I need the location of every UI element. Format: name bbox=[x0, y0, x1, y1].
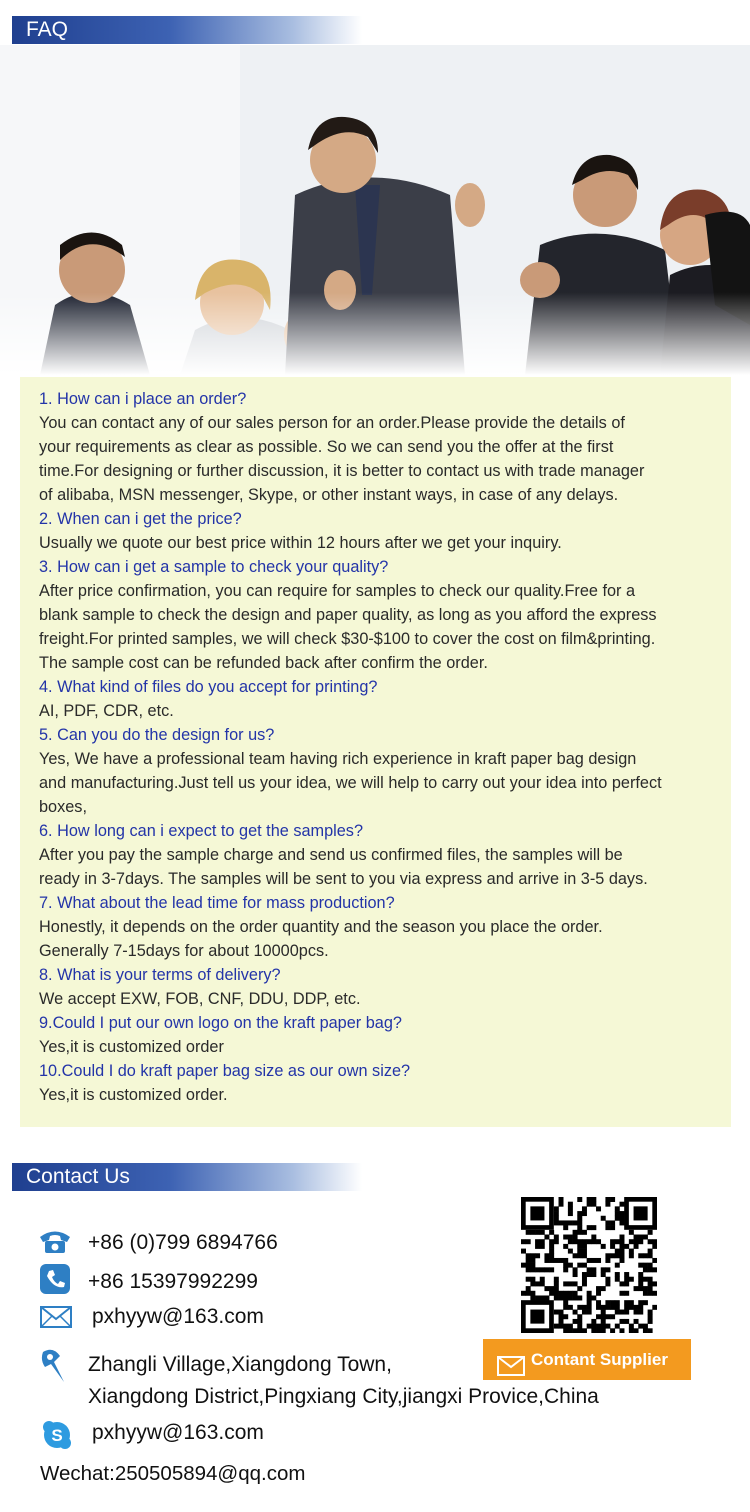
qr-code bbox=[521, 1197, 657, 1333]
faq-question: 1. How can i place an order? bbox=[39, 390, 247, 408]
faq-answer-line: ready in 3-7days. The samples will be sent to you via express and arrive in 3-5 days. bbox=[39, 870, 648, 888]
faq-answer-line: Yes, We have a professional team having rich experience in kraft paper bag design bbox=[39, 750, 637, 768]
faq-answer-line: The sample cost can be refunded back after confirm the order. bbox=[39, 654, 488, 672]
contact-supplier-button[interactable] bbox=[483, 1339, 691, 1380]
faq-title: FAQ bbox=[26, 18, 69, 41]
skype-icon bbox=[42, 1420, 72, 1455]
faq-answer-line: of alibaba, MSN messenger, Skype, or other instant ways, in case of any delays. bbox=[39, 486, 619, 504]
address-line-2: Xiangdong District,Pingxiang City,jiangxi Provice,China bbox=[88, 1385, 599, 1408]
faq-answer-line: After you pay the sample charge and send us confirmed files, the samples will be bbox=[39, 846, 623, 864]
email-address[interactable]: pxhyyw@163.com bbox=[92, 1305, 264, 1328]
faq-answer-line: freight.For printed samples, we will check $30-$100 to cover the cost on film&printing. bbox=[39, 630, 656, 648]
faq-answer-line: You can contact any of our sales person for an order.Please provide the details of bbox=[39, 414, 625, 432]
faq-answer-line: After price confirmation, you can require for samples to check our quality.Free for a bbox=[39, 582, 636, 600]
phone-number: +86 (0)799 6894766 bbox=[88, 1231, 278, 1254]
faq-section-header bbox=[12, 16, 362, 44]
envelope-icon bbox=[40, 1306, 72, 1333]
envelope-icon bbox=[497, 1350, 525, 1391]
faq-answer-line: Generally 7-15days for about 10000pcs. bbox=[39, 942, 329, 960]
faq-question: 9.Could I put our own logo on the kraft paper bag? bbox=[39, 1014, 402, 1032]
telephone-icon bbox=[38, 1228, 72, 1259]
faq-answer-line: We accept EXW, FOB, CNF, DDU, DDP, etc. bbox=[39, 990, 361, 1008]
skype-id[interactable]: pxhyyw@163.com bbox=[92, 1421, 264, 1444]
mobile-number: +86 15397992299 bbox=[88, 1270, 258, 1293]
faq-answer-line: time.For designing or further discussion, it is better to contact us with trade manager bbox=[39, 462, 645, 480]
faq-answer-line: Usually we quote our best price within 12 hours after we get your inquiry. bbox=[39, 534, 562, 552]
faq-question: 8. What is your terms of delivery? bbox=[39, 966, 281, 984]
address-line-1: Zhangli Village,Xiangdong Town, bbox=[88, 1353, 392, 1376]
faq-question: 7. What about the lead time for mass production? bbox=[39, 894, 395, 912]
faq-question: 3. How can i get a sample to check your quality? bbox=[39, 558, 389, 576]
faq-question: 4. What kind of files do you accept for printing? bbox=[39, 678, 378, 696]
faq-answer-line: boxes, bbox=[39, 798, 87, 816]
faq-answer-line: your requirements as clear as possible. So we can send you the offer at the first bbox=[39, 438, 614, 456]
faq-answer-line: AI, PDF, CDR, etc. bbox=[39, 702, 174, 720]
faq-question: 10.Could I do kraft paper bag size as our own size? bbox=[39, 1062, 411, 1080]
contact-supplier-label: Contant Supplier bbox=[531, 1350, 668, 1369]
faq-question: 2. When can i get the price? bbox=[39, 510, 242, 528]
business-team-photo bbox=[0, 45, 750, 375]
faq-content bbox=[20, 377, 731, 1127]
map-pin-icon bbox=[40, 1348, 68, 1389]
faq-answer-line: Honestly, it depends on the order quantity and the season you place the order. bbox=[39, 918, 603, 936]
faq-answer-line: blank sample to check the design and paper quality, as long as you afford the express bbox=[39, 606, 657, 624]
contact-section-header bbox=[12, 1163, 362, 1191]
faq-answer-line: Yes,it is customized order. bbox=[39, 1086, 228, 1104]
faq-question: 5. Can you do the design for us? bbox=[39, 726, 275, 744]
faq-question: 6. How long can i expect to get the samples? bbox=[39, 822, 364, 840]
wechat-id: Wechat:250505894@qq.com bbox=[40, 1462, 306, 1485]
contact-title: Contact Us bbox=[26, 1165, 130, 1188]
faq-answer-line: and manufacturing.Just tell us your idea, we will help to carry out your idea into perfect bbox=[39, 774, 662, 792]
svg-text:S: S bbox=[51, 1426, 63, 1445]
faq-answer-line: Yes,it is customized order bbox=[39, 1038, 224, 1056]
mobile-phone-icon bbox=[40, 1264, 70, 1299]
